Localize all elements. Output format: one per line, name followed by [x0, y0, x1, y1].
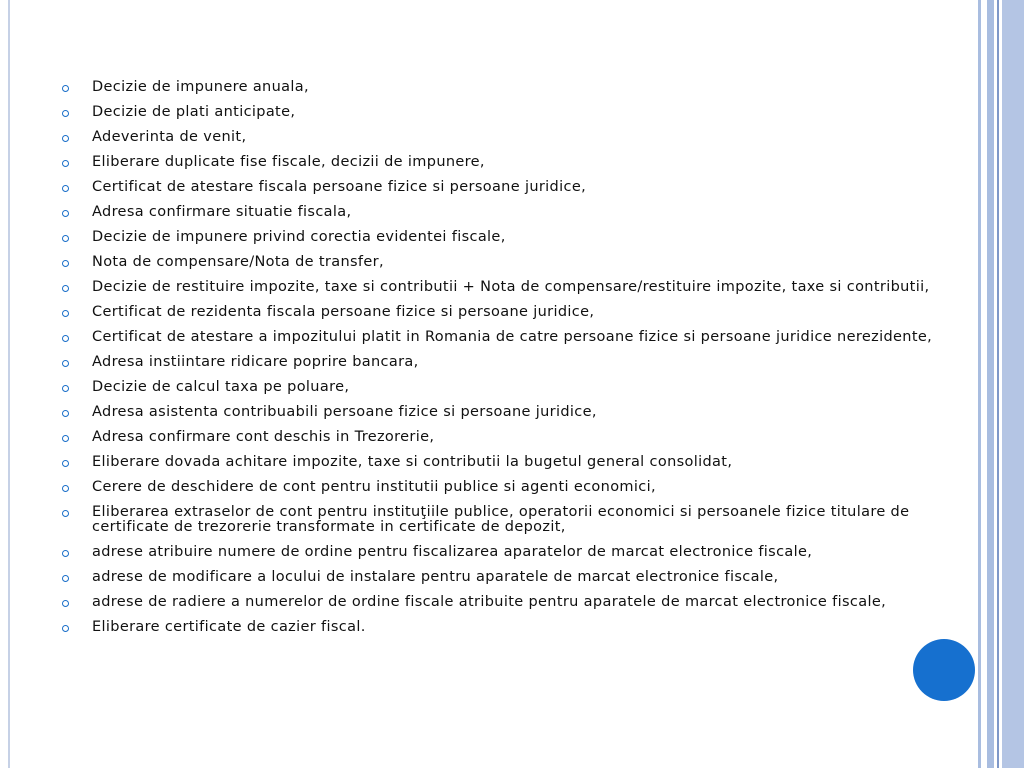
- list-item-text: Adresa confirmare situatie fiscala,: [92, 204, 352, 220]
- list-item-text: Eliberare certificate de cazier fiscal.: [92, 618, 366, 635]
- bullet-icon: [62, 510, 69, 517]
- list-item-text: adrese de radiere a numerelor de ordine fiscale atribuite pentru aparatele de marcat electronice fiscale,: [92, 593, 887, 610]
- list-item-text: adrese atribuire numere de ordine pentru fiscalizarea aparatelor de marcat electronice fiscale,: [92, 543, 813, 560]
- bullet-icon: [62, 310, 69, 317]
- list-item-text: Adresa instiintare ridicare poprire bancara,: [92, 354, 419, 370]
- list-item: [60, 620, 960, 635]
- left-border-line: [8, 0, 10, 768]
- bullet-icon: [62, 460, 69, 467]
- list-item: [60, 595, 960, 610]
- list-item-text: Decizie de restituire impozite, taxe si contributii + Nota de compensare/restituire impozite, taxe si contributii,: [92, 279, 930, 295]
- list-item: [60, 305, 960, 320]
- bullet-icon: [62, 485, 69, 492]
- list-item: [60, 230, 960, 245]
- list-item-text: Decizie de plati anticipate,: [92, 104, 296, 120]
- list-item-text: Eliberarea extraselor de cont pentru instituţiile publice, operatorii economici si persoanele fizice titulare de certificate de trezorerie transformate in certificate de depozit,: [92, 504, 910, 535]
- list-item: [60, 80, 960, 95]
- list-item-text: adrese de modificare a locului de instalare pentru aparatele de marcat electronice fiscale,: [92, 568, 779, 585]
- list-item: [60, 330, 960, 345]
- list-item: [60, 355, 960, 370]
- list-item: [60, 255, 960, 270]
- bullet-icon: [62, 85, 69, 92]
- list-item-text: Adeverinta de venit,: [92, 129, 247, 145]
- list-item: [60, 205, 960, 220]
- list-item: [60, 505, 960, 534]
- bullet-icon: [62, 335, 69, 342]
- list-item: [60, 155, 960, 170]
- bullet-icon: [62, 135, 69, 142]
- list-item: [60, 570, 960, 585]
- bullet-icon: [62, 110, 69, 117]
- list-item: [60, 280, 960, 295]
- list-item: [60, 455, 960, 470]
- bullet-icon: [62, 575, 69, 582]
- bullet-icon: [62, 435, 69, 442]
- list-item: [60, 130, 960, 145]
- list-item: [60, 405, 960, 420]
- bullet-icon: [62, 210, 69, 217]
- bullet-icon: [62, 550, 69, 557]
- list-item: [60, 180, 960, 195]
- list-item-text: Decizie de calcul taxa pe poluare,: [92, 379, 350, 395]
- stripe: [1002, 0, 1024, 768]
- list-item-text: Decizie de impunere anuala,: [92, 79, 309, 95]
- right-decorative-stripes: [978, 0, 1024, 768]
- bullet-icon: [62, 625, 69, 632]
- bullet-icon: [62, 260, 69, 267]
- list-item-text: Eliberare dovada achitare impozite, taxe si contributii la bugetul general consolidat,: [92, 454, 733, 470]
- list-item-text: Certificat de atestare fiscala persoane fizice si persoane juridice,: [92, 179, 587, 195]
- list-item: [60, 545, 960, 560]
- list-item-text: Adresa confirmare cont deschis in Trezorerie,: [92, 429, 435, 445]
- bullet-icon: [62, 360, 69, 367]
- list-item: [60, 380, 960, 395]
- list-item-text: Nota de compensare/Nota de transfer,: [92, 254, 384, 270]
- bullet-icon: [62, 410, 69, 417]
- bullet-icon: [62, 385, 69, 392]
- list-item-text: Decizie de impunere privind corectia evidentei fiscale,: [92, 229, 506, 245]
- bullet-icon: [62, 160, 69, 167]
- stripe: [987, 0, 994, 768]
- list-item-text: Certificat de atestare a impozitului platit in Romania de catre persoane fizice si persoane juridice nerezidente,: [92, 329, 933, 345]
- list-item-text: Cerere de deschidere de cont pentru institutii publice si agenti economici,: [92, 479, 656, 495]
- bullet-list: [60, 80, 960, 634]
- decorative-circle: [913, 639, 975, 701]
- bullet-icon: [62, 235, 69, 242]
- bullet-icon: [62, 600, 69, 607]
- list-item-text: Adresa asistenta contribuabili persoane fizice si persoane juridice,: [92, 404, 597, 420]
- bullet-icon: [62, 285, 69, 292]
- slide-content: [60, 80, 960, 645]
- list-item: [60, 105, 960, 120]
- list-item-text: Eliberare duplicate fise fiscale, decizii de impunere,: [92, 154, 485, 170]
- list-item-text: Certificat de rezidenta fiscala persoane fizice si persoane juridice,: [92, 304, 595, 320]
- list-item: [60, 430, 960, 445]
- bullet-icon: [62, 185, 69, 192]
- list-item: [60, 480, 960, 495]
